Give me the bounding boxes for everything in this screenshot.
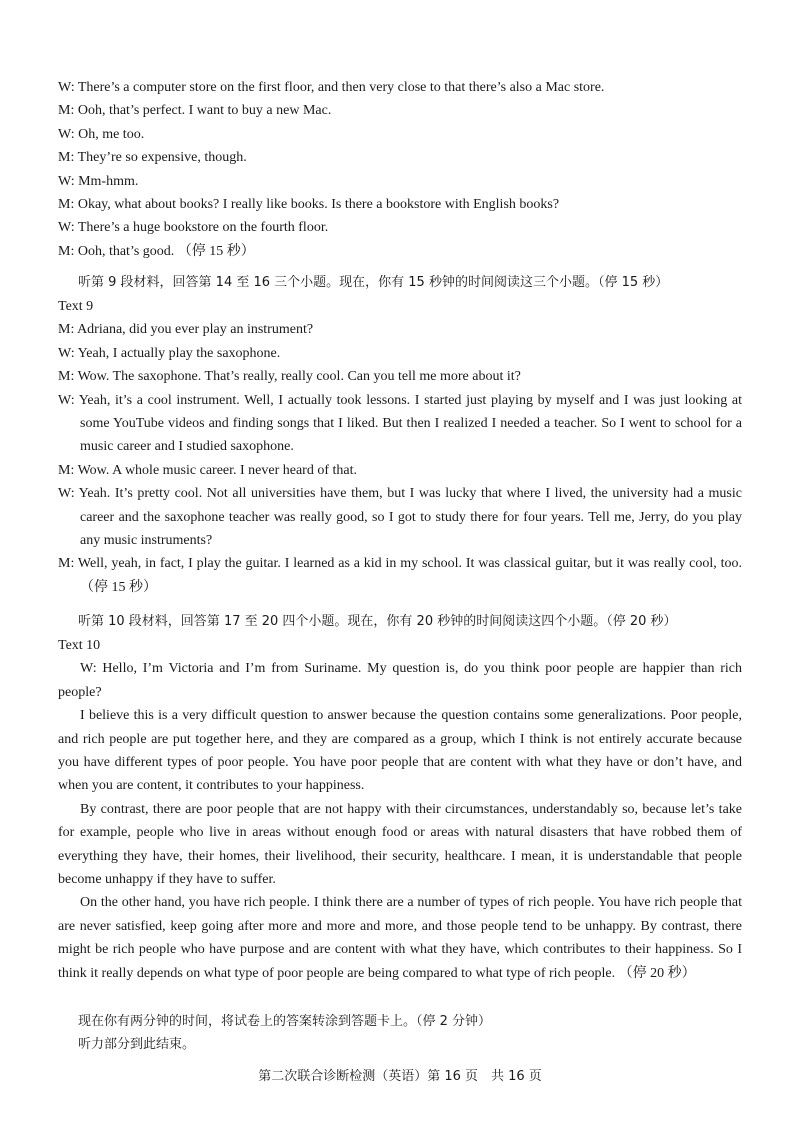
instruction-text9: 听第 9 段材料，回答第 14 至 16 三个小题。现在，你有 15 秒钟的时间阅读这三个小题。（停 15 秒）	[78, 275, 669, 290]
instruction-text10: 听第 10 段材料，回答第 17 至 20 四个小题。现在，你有 20 秒钟的时间阅读这四个小题。（停 20 秒）	[78, 614, 677, 629]
text8-dialogue	[58, 76, 742, 263]
text10-section	[58, 634, 742, 985]
dialogue-line: W: Yeah, it’s a cool instrument. Well, I actually took lessons. I started just playing by myself and I was just looking at some YouTube videos and finding songs that I liked. But then I realized I needed a teacher. So I went to school for a music career and I studied saxophone.	[58, 392, 742, 455]
dialogue-line: M: They’re so expensive, though.	[58, 150, 247, 166]
dialogue-line: M: Okay, what about books? I really like books. Is there a bookstore with English books?	[58, 197, 560, 213]
closing-end: 听力部分到此结束。	[78, 1037, 196, 1052]
dialogue-line: W: Mm-hmm.	[58, 173, 139, 189]
text10-paragraph: On the other hand, you have rich people. I think there are a number of types of rich people. You have rich people that are never satisfied, keep going after more and more and more, and those people tend to be unhappy. By contrast, there might be rich people who have purpose and are content with what they have, which contributes to their happiness. So I think it really depends on what type of poor people are being compared to what type of rich people. （停 20 秒）	[58, 895, 742, 981]
dialogue-line: W: Yeah, I actually play the saxophone.	[58, 345, 281, 361]
text9-section	[58, 295, 742, 599]
dialogue-line: W: There’s a huge bookstore on the fourth floor.	[58, 220, 329, 236]
dialogue-line: M: Well, yeah, in fact, I play the guitar. I learned as a kid in my school. It was classical guitar, but it was really cool, too. （停 15 秒）	[58, 556, 742, 595]
text9-heading: Text 9	[58, 299, 94, 314]
dialogue-line: W: Yeah. It’s pretty cool. Not all universities have them, but I was lucky that where I lived, the university had a music career and the saxophone teacher was really good, so I got to study there for four years. Tell me, Jerry, do you play any music instruments?	[58, 486, 742, 549]
dialogue-line: M: Wow. The saxophone. That’s really, really cool. Can you tell me more about it?	[58, 369, 521, 385]
dialogue-line: W: There’s a computer store on the first floor, and then very close to that there’s also a Mac store.	[58, 80, 605, 95]
dialogue-line: M: Ooh, that’s good. （停 15 秒）	[58, 243, 255, 259]
dialogue-line: W: Oh, me too.	[58, 126, 145, 142]
closing-instruction: 现在你有两分钟的时间，将试卷上的答案转涂到答题卡上。（停 2 分钟）	[78, 1014, 492, 1029]
dialogue-line: M: Ooh, that’s perfect. I want to buy a new Mac.	[58, 103, 332, 119]
text10-paragraph: W: Hello, I’m Victoria and I’m from Suriname. My question is, do you think poor people are happier than rich people?	[58, 661, 742, 700]
text10-paragraph: I believe this is a very difficult question to answer because the question contains some generalizations. Poor people, and rich people are put together here, and they are compared as a group, which I think is not entirely accurate because you have different types of poor people. You have poor people that are content with what they have or don’t have, and when you are content, it contributes to your happiness.	[58, 708, 742, 794]
dialogue-line: M: Wow. A whole music career. I never heard of that.	[58, 462, 358, 478]
page-footer: 第二次联合诊断检测（英语）第 16 页 共 16 页	[258, 1069, 542, 1084]
text10-heading: Text 10	[58, 638, 101, 653]
text10-paragraph: By contrast, there are poor people that are not happy with their circumstances, understandably so, because let’s take for example, people who live in areas without enough food or areas with natural disasters that have robbed them of everything they have, their homes, their livelihood, their security, healthcare. I mean, it is understandable that people become unhappy if they have to suffer.	[58, 801, 742, 888]
dialogue-line: M: Adriana, did you ever play an instrument?	[58, 322, 314, 338]
